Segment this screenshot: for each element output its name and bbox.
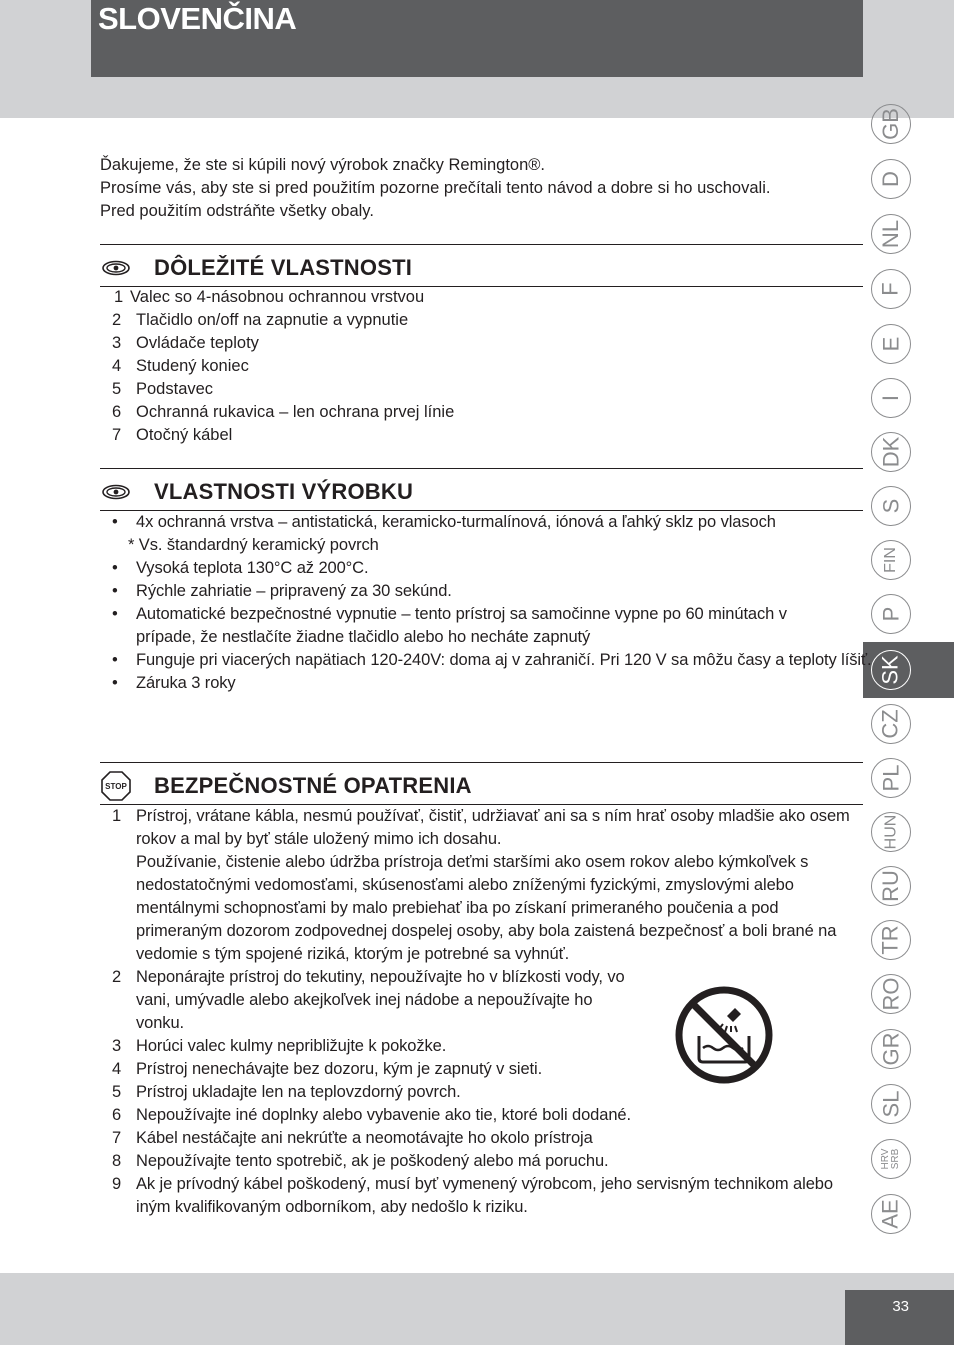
section-rule-top [100, 468, 863, 469]
language-tab-cz[interactable]: CZ [871, 704, 911, 744]
language-tab-tr[interactable]: TR [871, 920, 911, 960]
list-item: 5 Podstavec [112, 380, 214, 398]
page-number: 33 [892, 1298, 909, 1315]
section-heading-features [100, 250, 412, 286]
language-tab-gr[interactable]: GR [871, 1029, 911, 1069]
list-item: 6 Ochranná rukavica – len ochrana prvej línie [112, 403, 455, 421]
section-title: DÔLEŽITÉ VLASTNOSTI [154, 255, 413, 280]
features-list [100, 286, 870, 447]
language-tab-hun[interactable]: HUN [871, 812, 911, 852]
section-title: VLASTNOSTI VÝROBKU [154, 479, 414, 504]
page-number-box [845, 1290, 954, 1345]
list-item: * Vs. štandardný keramický povrch [128, 536, 379, 554]
list-item: 7 Otočný kábel [112, 426, 233, 444]
list-item: Používanie, čistenie alebo údržba prístroja deťmi staršími ako osem rokov alebo kýmkoľvek s nedostatočnými vedomosťami, skúsenosťami alebo zníženými fyzickými, zmyslovými alebo mentálnymi schopnosťami by malo prebiehať iba po získaní primeraného poučenia a pod primeraným dozorom zodpovednej dospelej osoby, aby bola zaistená bezpečnosť a boli brané na vedomie s tým spojené riziká, ktorým je potrebné sa vyhnúť. [136, 853, 837, 963]
section-title: BEZPEČNOSTNÉ OPATRENIA [154, 773, 472, 798]
list-item: • Automatické bezpečnostné vypnutie – tento prístroj sa samočinne vypne po 60 minútach v prípade, že nestlačíte žiadne tlačidlo alebo ho necháte zapnutý [112, 605, 787, 646]
language-tab-p[interactable]: P [871, 594, 911, 634]
list-item: 7 Kábel nestáčajte ani nekrúťte a neomotávajte ho okolo prístroja [112, 1129, 593, 1147]
stop-icon [100, 771, 132, 801]
section-heading-product [100, 474, 413, 510]
list-item: 3 Horúci valec kulmy nepribližujte k pokožke. [112, 1037, 447, 1055]
list-item: • 4x ochranná vrstva – antistatická, keramicko-turmalínová, iónová a ľahký sklz po vlasoch [112, 513, 776, 531]
language-tab-e[interactable]: E [871, 324, 911, 364]
list-item: 3 Ovládače teploty [112, 334, 259, 352]
eye-icon [100, 484, 132, 500]
section-rule-top [100, 762, 863, 763]
language-tab-ro[interactable]: RO [871, 974, 911, 1014]
list-item: 2 Tlačidlo on/off na zapnutie a vypnutie [112, 311, 409, 329]
intro-line: Ďakujeme, že ste si kúpili nový výrobok značky Remington®. [100, 156, 546, 174]
language-tab-hrv-srb[interactable]: HRV SRB [871, 1139, 911, 1179]
language-tab-sl[interactable]: SL [871, 1084, 911, 1124]
list-item: • Funguje pri viacerých napätiach 120-240V: doma aj v zahraničí. Pri 120 V sa môžu časy a teploty líšiť. [112, 651, 872, 669]
list-item: 4 Prístroj nenechávajte bez dozoru, kým je zapnutý v sieti. [112, 1060, 543, 1078]
language-tab-sk[interactable]: SK [871, 650, 911, 690]
list-item: 4 Studený koniec [112, 357, 249, 375]
list-item: • Rýchle zahriatie – pripravený za 30 sekúnd. [112, 582, 452, 600]
no-water-warning-icon [675, 986, 773, 1084]
svg-text:STOP: STOP [105, 782, 127, 791]
language-tab-f[interactable]: F [871, 269, 911, 309]
language-tab-fin[interactable]: FIN [871, 540, 911, 580]
list-item: 1 Prístroj, vrátane kábla, nesmú používať, čistiť, udržiavať ani sa s ním hrať osoby mladšie ako osem rokov a mal by byť stále uložený mimo ich dosahu. [112, 807, 850, 848]
language-tab-d[interactable]: D [871, 159, 911, 199]
section-heading-safety [100, 768, 472, 804]
intro-line: Prosíme vás, aby ste si pred použitím pozorne prečítali tento návod a dobre si ho uschovali. [100, 179, 771, 197]
language-tab-s[interactable]: S [871, 486, 911, 526]
product-features-list [100, 511, 870, 695]
list-item: 1 Valec so 4-násobnou ochrannou vrstvou [114, 288, 425, 306]
language-tab-dk[interactable]: DK [871, 432, 911, 472]
language-tab-ae[interactable]: AE [871, 1194, 911, 1234]
footer-bar [337, 1273, 845, 1345]
list-item: 2 Neponárajte prístroj do tekutiny, nepoužívajte ho v blízkosti vody, vo vani, umývadle alebo akejkoľvek inej nádobe a nepoužívajte ho vonku. [112, 968, 625, 1032]
language-tab-nl[interactable]: NL [871, 214, 911, 254]
page-title: SLOVENČINA [98, 1, 297, 36]
list-item: • Záruka 3 roky [112, 674, 236, 692]
intro-line: Pred použitím odstráňte všetky obaly. [100, 202, 374, 220]
language-tab-gb[interactable]: GB [871, 104, 911, 144]
language-tab-ru[interactable]: RU [871, 866, 911, 906]
header-bar [91, 0, 863, 77]
intro-text [100, 154, 770, 223]
list-item: • Vysoká teplota 130°C až 200°C. [112, 559, 369, 577]
list-item: 5 Prístroj ukladajte len na teplovzdorný povrch. [112, 1083, 461, 1101]
language-tab-i[interactable]: I [871, 378, 911, 418]
language-tab-pl[interactable]: PL [871, 758, 911, 798]
list-item: 8 Nepoužívajte tento spotrebič, ak je poškodený alebo má poruchu. [112, 1152, 609, 1170]
section-rule-top [100, 244, 863, 245]
eye-icon [100, 260, 132, 276]
list-item: 9 Ak je prívodný kábel poškodený, musí byť vymenený výrobcom, jeho servisným technikom alebo iným kvalifikovaným odborníkom, aby nedošlo k riziku. [112, 1175, 833, 1216]
list-item: 6 Nepoužívajte iné doplnky alebo vybavenie ako tie, ktoré boli dodané. [112, 1106, 631, 1124]
